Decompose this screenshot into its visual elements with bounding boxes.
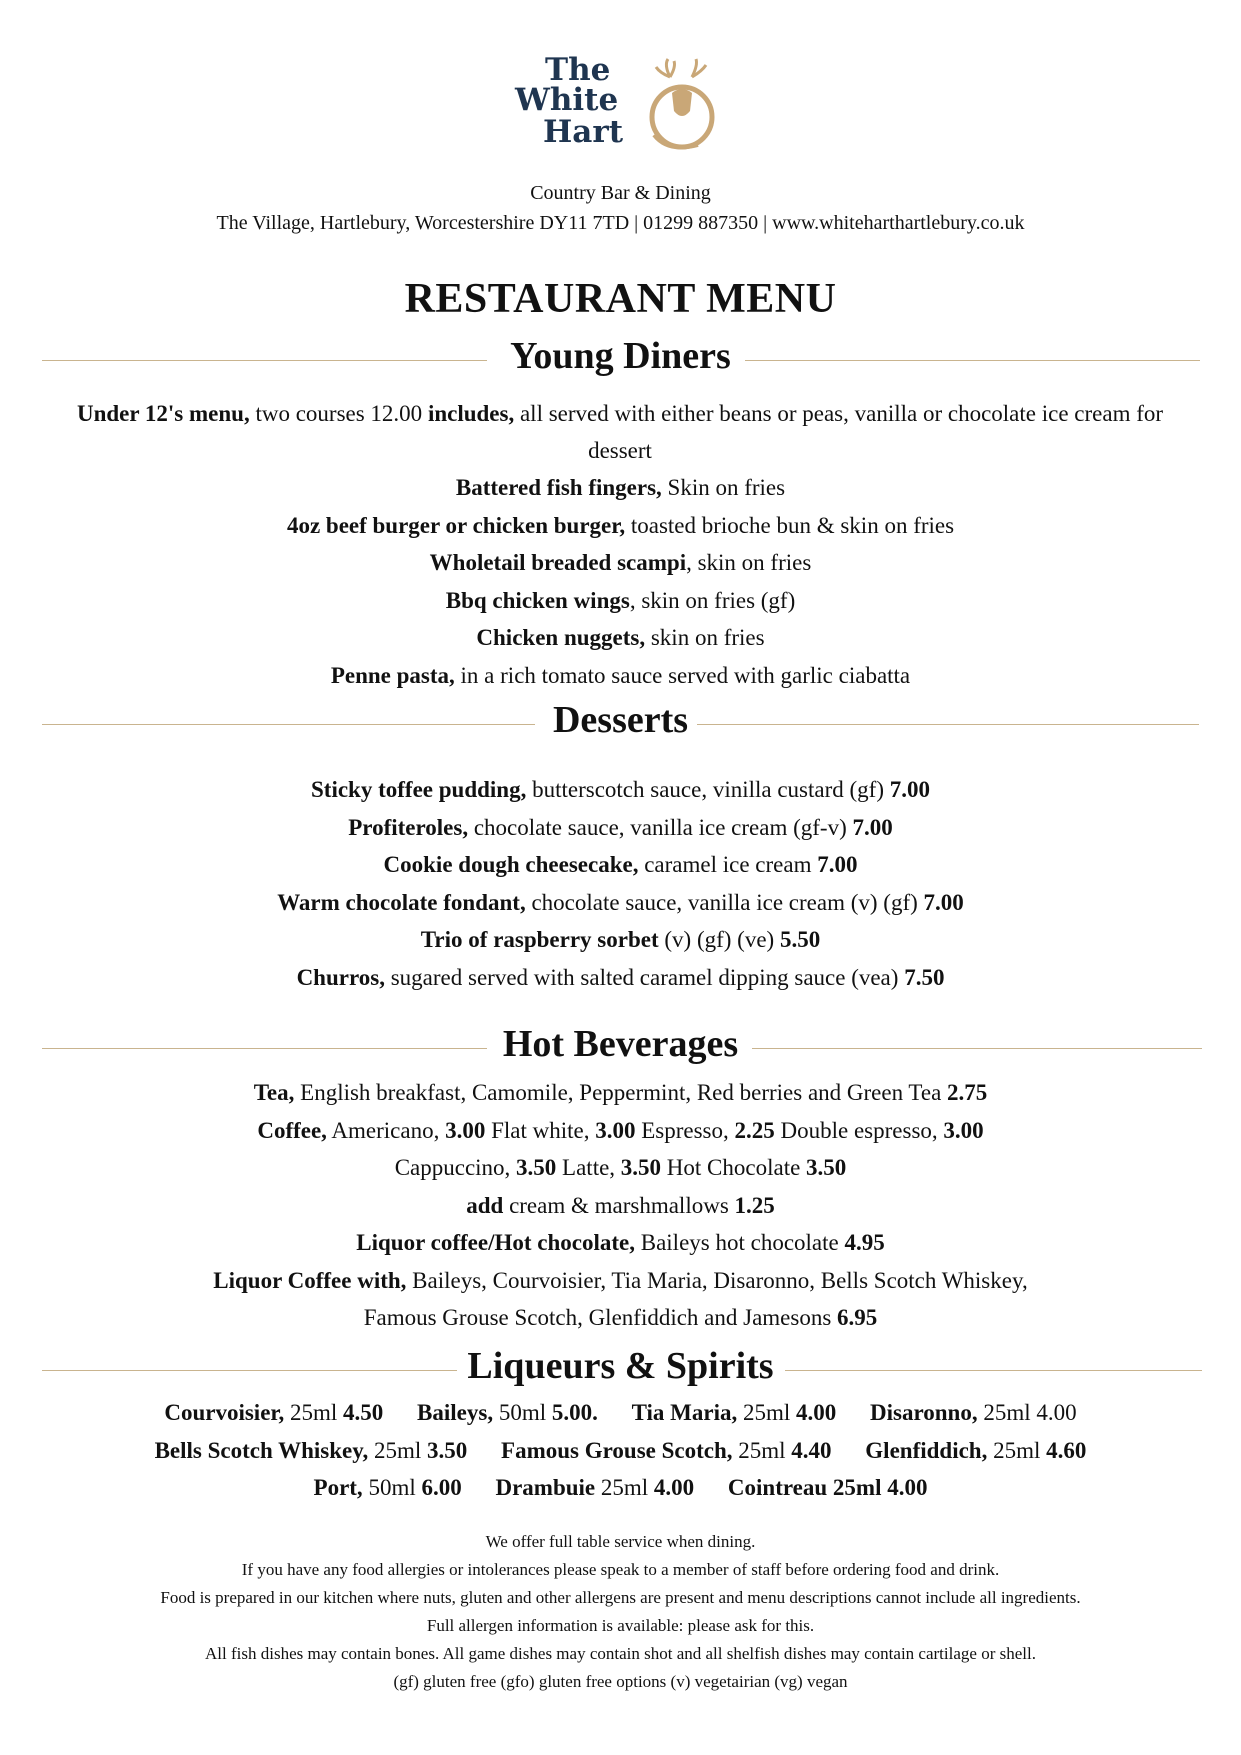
menu-item-tea: Tea, English breakfast, Camomile, Peppermint, Red berries and Green Tea 2.75 — [253, 1080, 988, 1105]
logo — [515, 52, 725, 167]
section-heading-row — [0, 1344, 1241, 1394]
menu-item: Cookie dough cheesecake, caramel ice cream 7.00 — [383, 852, 858, 877]
menu-item-liquor-coffee: Liquor Coffee with, Baileys, Courvoisier, Tia Maria, Disaronno, Bells Scotch Whiskey, — [213, 1267, 1028, 1293]
section-heading-row — [0, 334, 1241, 384]
stag-emblem-icon — [640, 57, 722, 157]
footer-notes — [0, 1528, 1241, 1696]
menu-item: Trio of raspberry sorbet (v) (gf) (ve) 5.50 — [420, 927, 821, 952]
menu-item: Warm chocolate fondant, chocolate sauce, vanilla ice cream (v) (gf) 7.00 — [277, 889, 964, 915]
tagline: Country Bar & Dining — [530, 182, 711, 204]
section-desserts — [0, 698, 1241, 996]
menu-item-coffee-cont: Cappuccino, 3.50 Latte, 3.50 Hot Chocolate 3.50 — [394, 1155, 847, 1180]
footer-line: Food is prepared in our kitchen where nuts, gluten and other allergens are present and menu descriptions cannot include all ingredients. — [160, 1588, 1081, 1607]
menu-item-liquor: Liquor coffee/Hot chocolate, Baileys hot chocolate 4.95 — [356, 1230, 885, 1255]
menu-item: Sticky toffee pudding, butterscotch sauce, vinilla custard (gf) 7.00 — [311, 777, 930, 802]
spirit-item: Baileys, 50ml 5.00. — [417, 1400, 598, 1425]
menu-item: Penne pasta, in a rich tomato sauce served with garlic ciabatta — [330, 662, 911, 688]
section-heading-row — [0, 698, 1241, 748]
spirit-item: Cointreau 25ml 4.00 — [727, 1475, 928, 1500]
spirits-row — [0, 1394, 1241, 1432]
spirit-item: Drambuie 25ml 4.00 — [495, 1475, 695, 1500]
section-heading-row — [0, 1022, 1241, 1072]
menu-item: 4oz beef burger or chicken burger, toasted brioche bun & skin on fries — [286, 512, 955, 538]
spirit-item: Port, 50ml 6.00 — [313, 1475, 462, 1500]
menu-item-coffee: Coffee, Americano, 3.00 Flat white, 3.00 Espresso, 2.25 Double espresso, 3.00 — [257, 1117, 984, 1143]
spirit-item: Glenfiddich, 25ml 4.60 — [865, 1437, 1087, 1463]
section-spirits — [0, 1344, 1241, 1507]
address-line: The Village, Hartlebury, Worcestershire DY11 7TD | 01299 887350 | www.whiteharthartlebury.co.uk — [216, 212, 1025, 234]
spirits-row — [0, 1432, 1241, 1470]
logo-line-3: Hart — [543, 114, 624, 150]
section-heading: Hot Beverages — [0, 1022, 1241, 1066]
spirit-item: Bells Scotch Whiskey, 25ml 3.50 — [154, 1437, 468, 1463]
section-heading: Desserts — [0, 698, 1241, 742]
footer-line: Full allergen information is available: please ask for this. — [426, 1616, 815, 1635]
section-hot-beverages — [0, 1022, 1241, 1337]
menu-item: Bbq chicken wings, skin on fries (gf) — [445, 587, 796, 613]
spirit-item: Famous Grouse Scotch, 25ml 4.40 — [501, 1437, 832, 1463]
spirit-item: Disaronno, 25ml 4.00 — [870, 1400, 1077, 1425]
footer-line: If you have any food allergies or intolerances please speak to a member of staff before ordering food and drink. — [241, 1560, 1000, 1579]
menu-item: Battered fish fingers, Skin on fries — [455, 475, 786, 500]
footer-line: All fish dishes may contain bones. All game dishes may contain shot and all shelfish dishes may contain cartilage or shell. — [205, 1644, 1036, 1663]
section-young-diners — [0, 334, 1241, 694]
menu-item-add: add cream & marshmallows 1.25 — [466, 1192, 775, 1218]
footer-line: We offer full table service when dining. — [485, 1532, 756, 1551]
page-title: RESTAURANT MENU — [404, 276, 837, 322]
footer-line: (gf) gluten free (gfo) gluten free options (v) vegetairian (vg) vegan — [393, 1672, 848, 1691]
menu-item: Profiteroles, chocolate sauce, vanilla ice cream (gf-v) 7.00 — [348, 814, 893, 840]
menu-item-liquor-coffee-cont: Famous Grouse Scotch, Glenfiddich and Jamesons 6.95 — [363, 1305, 878, 1330]
spirits-row — [0, 1469, 1241, 1507]
logo-line-2: White — [515, 82, 619, 118]
menu-item: Churros, sugared served with salted caramel dipping sauce (vea) 7.50 — [296, 964, 945, 990]
section-heading: Liqueurs & Spirits — [0, 1344, 1241, 1388]
menu-item: Chicken nuggets, skin on fries — [476, 625, 765, 650]
section-heading: Young Diners — [0, 334, 1241, 378]
logo-line-1: The — [545, 52, 611, 88]
spirit-item: Courvoisier, 25ml 4.50 — [164, 1400, 384, 1425]
young-diners-intro: Under 12's menu, two courses 12.00 includes, all served with either beans or peas, vanilla or chocolate ice cream for dessert — [76, 401, 1164, 463]
spirit-item: Tia Maria, 25ml 4.00 — [631, 1400, 837, 1425]
menu-item: Wholetail breaded scampi, skin on fries — [429, 550, 812, 575]
